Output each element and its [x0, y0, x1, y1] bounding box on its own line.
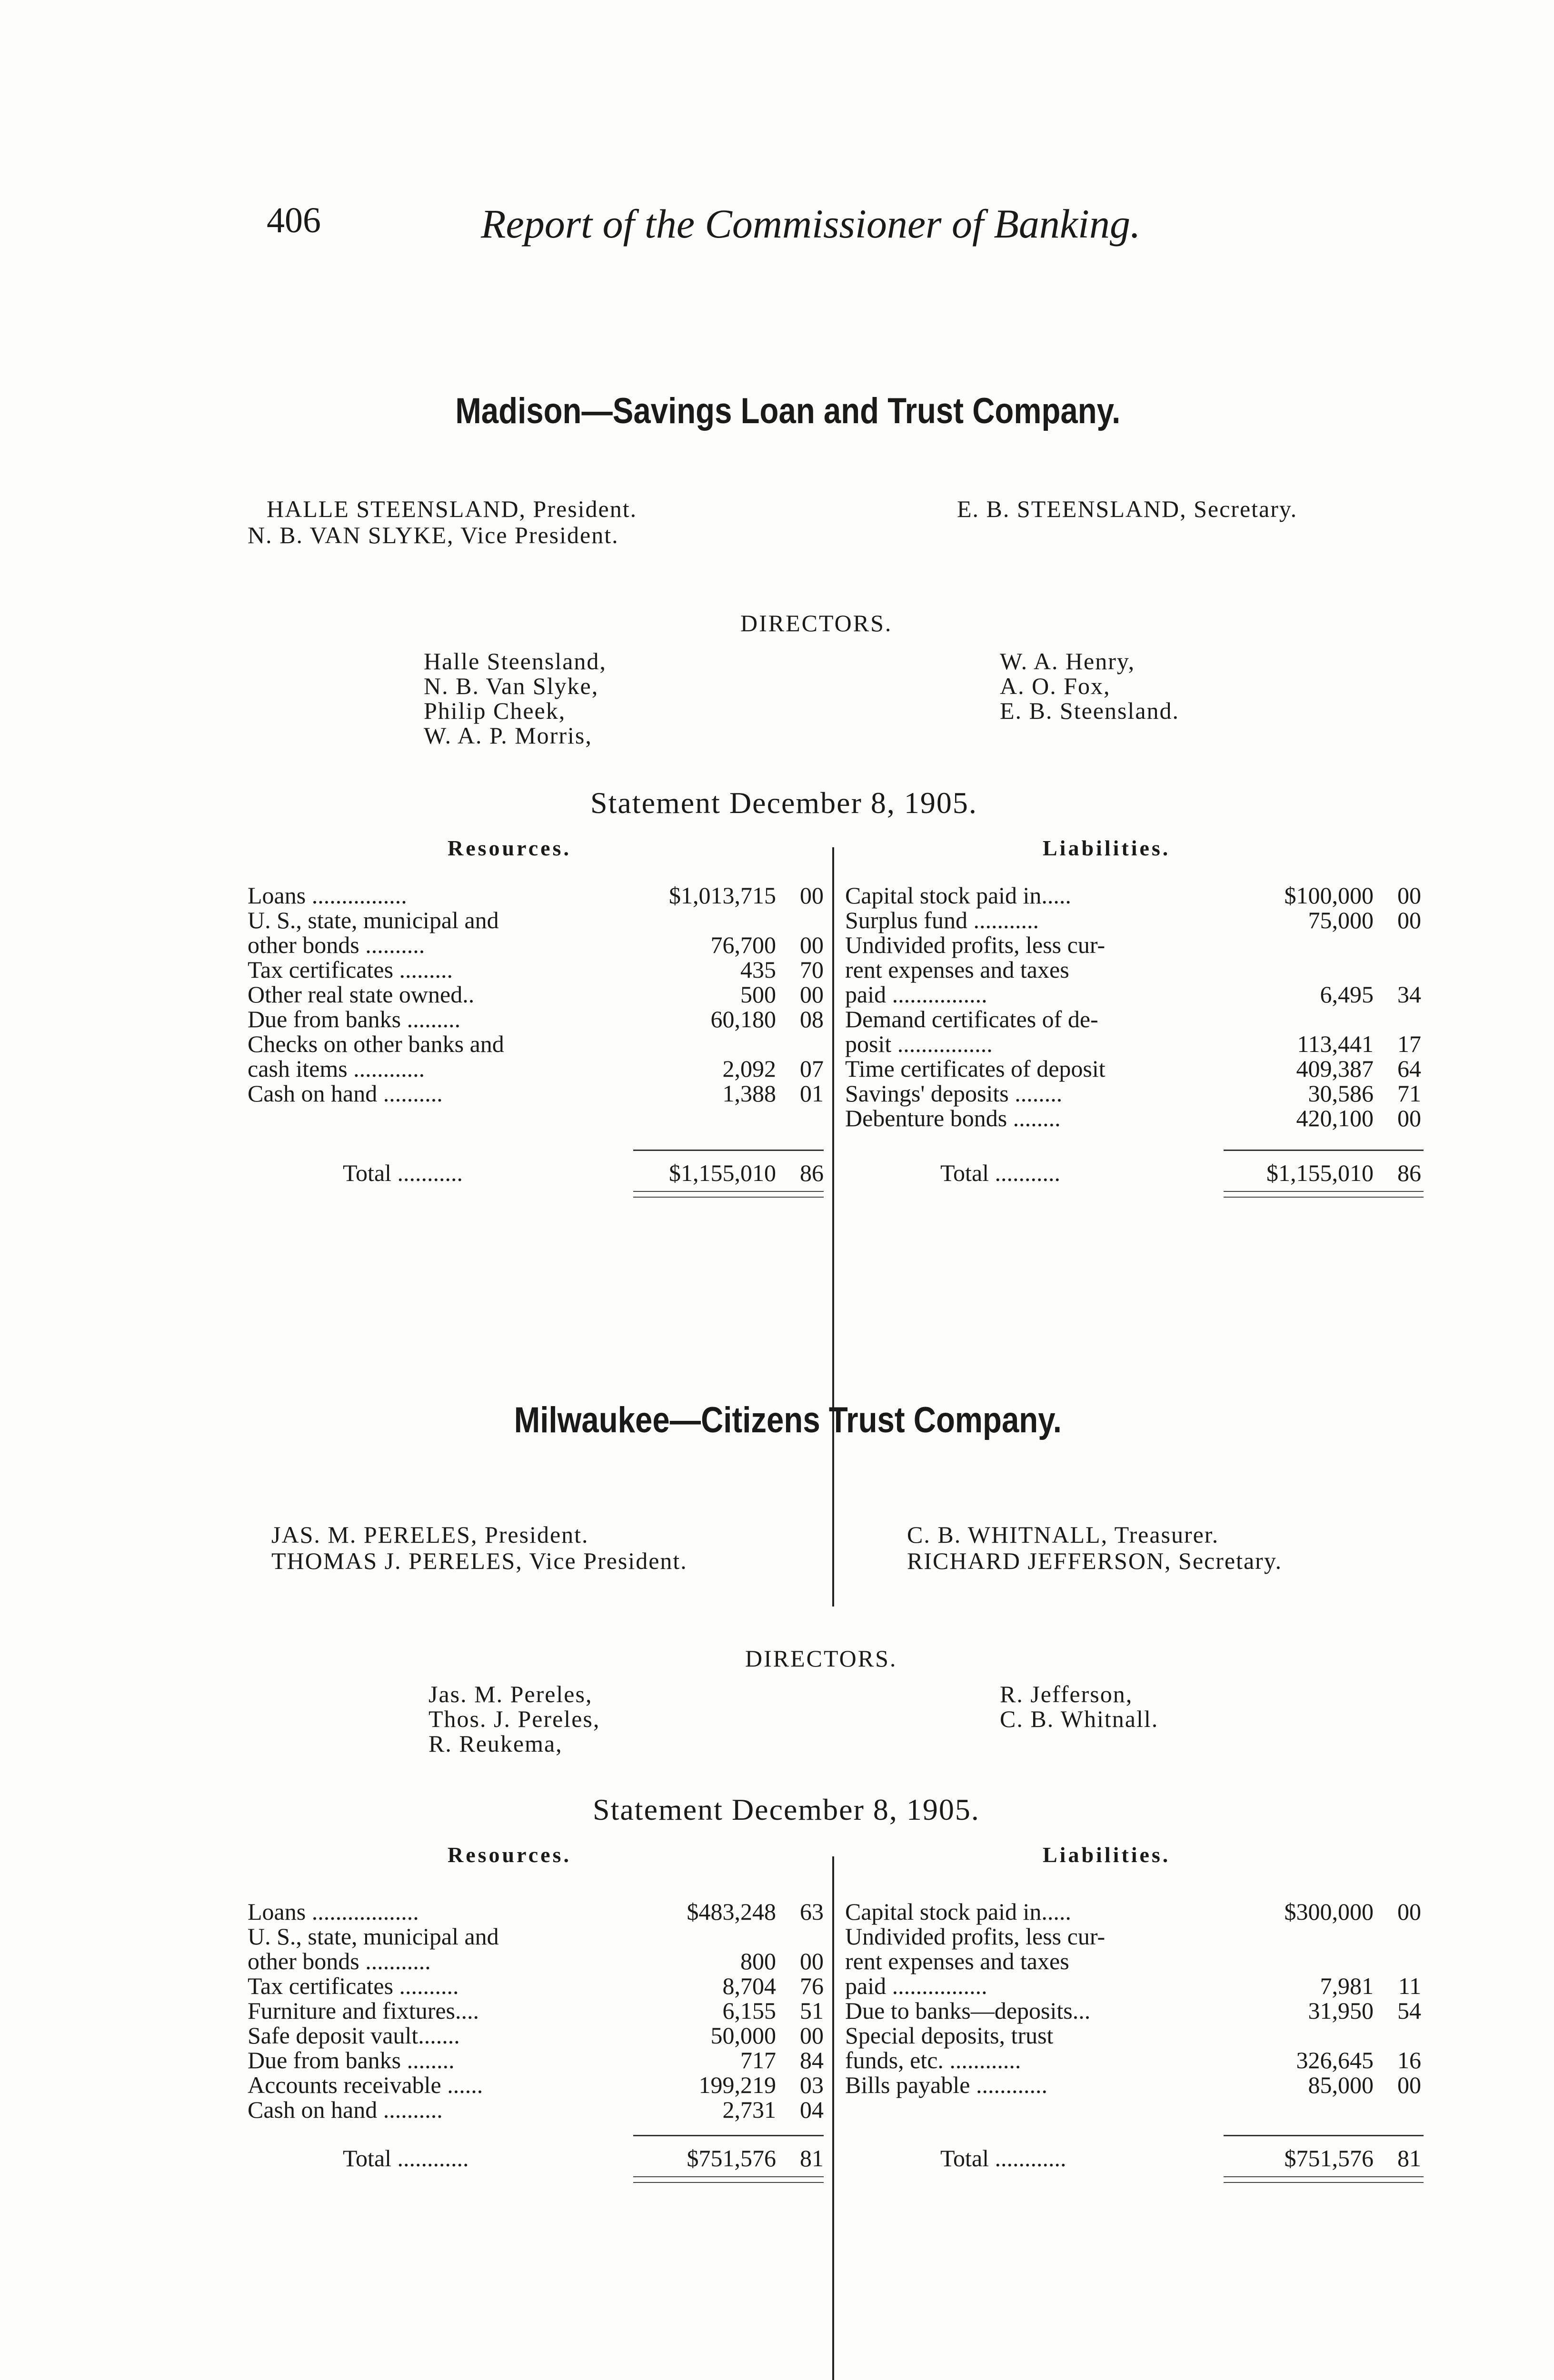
- double-rule: [633, 2176, 824, 2183]
- director-name: R. Jefferson,: [1000, 1681, 1133, 1707]
- page-header: [267, 200, 1362, 257]
- director-name: Thos. J. Pereles,: [428, 1706, 600, 1732]
- director-name: A. O. Fox,: [1000, 673, 1111, 699]
- double-rule: [633, 1191, 824, 1198]
- director-name: Philip Cheek,: [424, 697, 566, 724]
- director-name: Halle Steensland,: [424, 648, 607, 674]
- directors-heading: DIRECTORS.: [740, 610, 893, 636]
- officer-vice-president: N. B. VAN SLYKE, Vice President.: [248, 522, 619, 548]
- liabilities-heading: Liabilities.: [1043, 1843, 1171, 1867]
- total-rule: [1224, 1150, 1424, 1151]
- officer-secretary: RICHARD JEFFERSON, Secretary.: [907, 1547, 1283, 1574]
- running-title: Report of the Commissioner of Banking.: [481, 201, 1141, 247]
- director-name: C. B. Whitnall.: [1000, 1706, 1159, 1732]
- total-rule: [1224, 2135, 1424, 2136]
- director-name: W. A. Henry,: [1000, 648, 1136, 674]
- column-divider: [832, 847, 834, 1606]
- resources-heading: Resources.: [448, 1843, 571, 1867]
- director-name: N. B. Van Slyke,: [424, 673, 599, 699]
- double-rule: [1224, 1191, 1424, 1198]
- statement-date: Statement December 8, 1905.: [593, 1793, 980, 1826]
- double-rule: [1224, 2176, 1424, 2183]
- resources-heading: Resources.: [448, 836, 571, 860]
- page-number: 406: [267, 200, 321, 240]
- director-name: R. Reukema,: [428, 1730, 563, 1757]
- director-name: W. A. P. Morris,: [424, 722, 592, 749]
- officer-secretary: E. B. STEENSLAND, Secretary.: [957, 496, 1298, 522]
- director-name: E. B. Steensland.: [1000, 697, 1180, 724]
- liabilities-heading: Liabilities.: [1043, 836, 1171, 860]
- officer-president: HALLE STEENSLAND, President.: [267, 496, 638, 522]
- total-rule: [633, 2135, 824, 2136]
- directors-heading: DIRECTORS.: [745, 1645, 897, 1672]
- officer-vice-president: THOMAS J. PERELES, Vice President.: [271, 1547, 687, 1574]
- column-divider: [832, 1856, 834, 2380]
- officer-president: JAS. M. PERELES, President.: [271, 1521, 589, 1548]
- director-name: Jas. M. Pereles,: [428, 1681, 593, 1707]
- company-title: Madison—Savings Loan and Trust Company.: [455, 391, 1121, 431]
- officer-treasurer: C. B. WHITNALL, Treasurer.: [907, 1521, 1219, 1548]
- total-rule: [633, 1150, 824, 1151]
- company-title: Milwaukee—Citizens Trust Company.: [514, 1400, 1062, 1440]
- statement-date: Statement December 8, 1905.: [590, 786, 977, 820]
